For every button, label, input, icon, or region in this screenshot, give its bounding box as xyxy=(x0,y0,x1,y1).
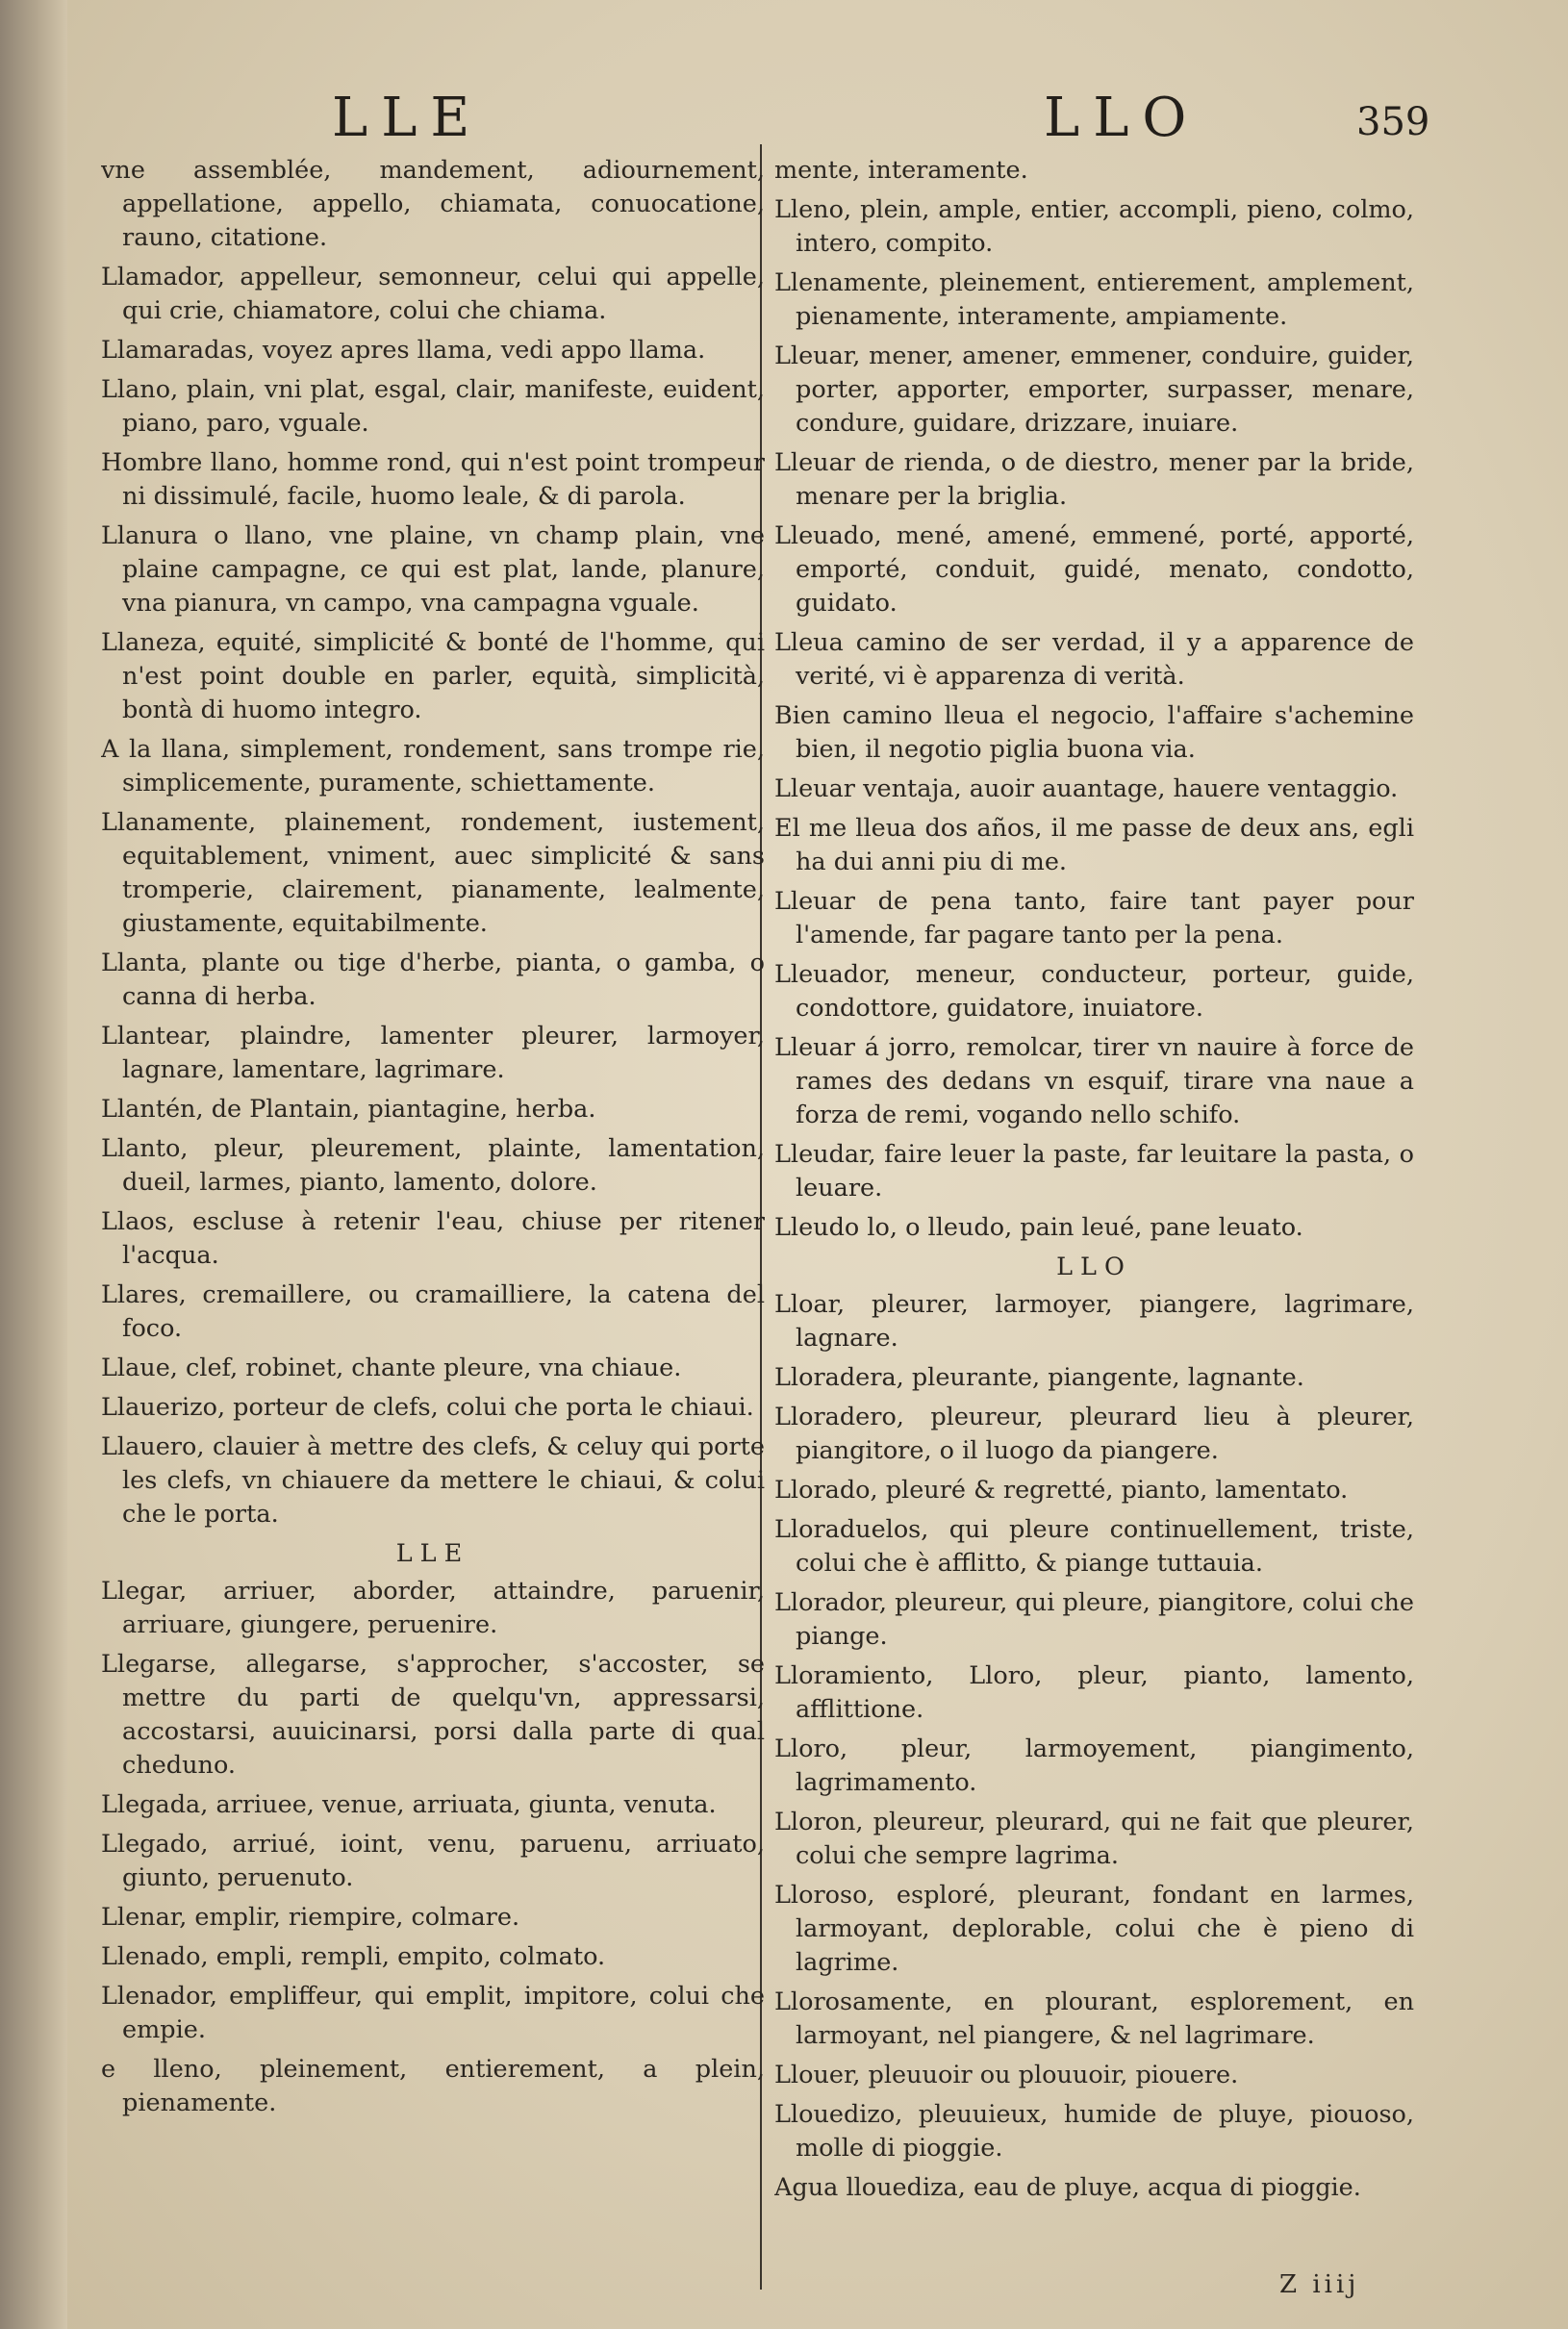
dictionary-entry: Lloradero, pleureur, pleurard lieu à pleurer, piangitore, o il luogo da piangere. xyxy=(774,1403,1414,1465)
running-head-left: LLE xyxy=(332,87,484,149)
dictionary-entry: Lleuar de rienda, o de diestro, mener par la bride, menare per la briglia. xyxy=(774,448,1414,511)
right-column xyxy=(774,154,1414,2299)
dictionary-entry: Llamador, appelleur, semonneur, celui qui appelle, qui crie, chiamatore, colui che chiama. xyxy=(101,263,765,325)
left-section-head: LLE xyxy=(395,1539,470,1568)
dictionary-entry: Llanamente, plainement, rondement, iustement, equitablement, vniment, auec simplicité & sans tromperie, clairement, pianamente, lealmente, giustamente, equitabilmente. xyxy=(101,808,765,938)
dictionary-entry: Llenado, empli, rempli, empito, colmato. xyxy=(101,1942,606,1971)
dictionary-entry: Lleuado, mené, amené, emmené, porté, apporté, emporté, conduit, guidé, menato, condotto, guidato. xyxy=(774,521,1414,618)
right-entries-2 xyxy=(774,1288,1414,2205)
dictionary-entry: Llorador, pleureur, qui pleure, piangitore, colui che piange. xyxy=(774,1588,1414,1651)
dictionary-entry: El me lleua dos años, il me passe de deux ans, egli ha dui anni piu di me. xyxy=(774,814,1414,876)
dictionary-entry: mente, interamente. xyxy=(774,156,1028,185)
dictionary-entry: e lleno, pleinement, entierement, a plein, pienamente. xyxy=(101,2055,765,2117)
dictionary-entry: Lleuar á jorro, remolcar, tirer vn nauire à force de rames des dedans vn esquif, tirare vna naue a forza de remi, vogando nello schifo. xyxy=(774,1033,1414,1129)
dictionary-entry: Lleno, plein, ample, entier, accompli, pieno, colmo, intero, compito. xyxy=(774,195,1414,258)
dictionary-entry: Llouer, pleuuoir ou plouuoir, piouere. xyxy=(774,2061,1239,2089)
dictionary-entry: Lleuador, meneur, conducteur, porteur, guide, condottore, guidatore, inuiatore. xyxy=(774,960,1414,1023)
dictionary-entry: Llaneza, equité, simplicité & bonté de l'homme, qui n'est point double en parler, equità, simplicità, bontà di huomo integro. xyxy=(101,628,765,724)
dictionary-entry: Llanta, plante ou tige d'herbe, pianta, o gamba, o canna di herba. xyxy=(101,949,765,1011)
left-entries-2 xyxy=(101,1575,765,2120)
dictionary-entry: Lloramiento, Lloro, pleur, pianto, lamento, afflittione. xyxy=(774,1661,1414,1724)
dictionary-entry: Llegar, arriuer, aborder, attaindre, paruenir, arriuare, giungere, peruenire. xyxy=(101,1577,765,1639)
dictionary-entry: Llauerizo, porteur de clefs, colui che porta le chiaui. xyxy=(101,1393,754,1422)
dictionary-entry: Lleuar ventaja, auoir auantage, hauere ventaggio. xyxy=(774,774,1399,803)
dictionary-entry: Llegado, arriué, ioint, venu, paruenu, arriuato, giunto, peruenuto. xyxy=(101,1830,765,1892)
dictionary-entry: A la llana, simplement, rondement, sans trompe rie, simplicemente, puramente, schiettamente. xyxy=(101,735,765,797)
dictionary-entry: Lloar, pleurer, larmoyer, piangere, lagrimare, lagnare. xyxy=(774,1290,1414,1353)
dictionary-entry: vne assemblée, mandement, adiournement, appellatione, appello, chiamata, conuocatione, rauno, citatione. xyxy=(101,156,765,252)
dictionary-entry: Llantén, de Plantain, piantagine, herba. xyxy=(101,1095,596,1124)
signature-mark: Z iiij xyxy=(1279,2270,1360,2299)
dictionary-entry: Lleudo lo, o lleudo, pain leué, pane leuato. xyxy=(774,1213,1303,1242)
dictionary-entry: Lloradera, pleurante, piangente, lagnante. xyxy=(774,1363,1304,1392)
dictionary-entry: Llano, plain, vni plat, esgal, clair, manifeste, euident, piano, paro, vguale. xyxy=(101,375,765,438)
dictionary-entry: Llaos, escluse à retenir l'eau, chiuse per ritener l'acqua. xyxy=(101,1207,765,1270)
dictionary-entry: Llouedizo, pleuuieux, humide de pluye, piouoso, molle di pioggie. xyxy=(774,2100,1414,2163)
dictionary-entry: Llanto, pleur, pleurement, plainte, lamentation, dueil, larmes, pianto, lamento, dolore. xyxy=(101,1134,765,1197)
running-head-right: LLO xyxy=(1044,87,1201,149)
dictionary-entry: Lloraduelos, qui pleure continuellement, triste, colui che è afflitto, & piange tuttauia. xyxy=(774,1515,1414,1578)
dictionary-entry: Llares, cremaillere, ou cramailliere, la catena del foco. xyxy=(101,1280,765,1343)
dictionary-entry: Llaue, clef, robinet, chante pleure, vna chiaue. xyxy=(101,1354,682,1382)
right-section-head: LLO xyxy=(1056,1253,1132,1281)
left-column xyxy=(101,154,765,2299)
dictionary-entry: Llenador, empliffeur, qui emplit, impitore, colui che empie. xyxy=(101,1982,765,2044)
dictionary-entry: Llenamente, pleinement, entierement, amplement, pienamente, interamente, ampiamente. xyxy=(774,268,1414,331)
dictionary-entry: Lleudar, faire leuer la paste, far leuitare la pasta, o leuare. xyxy=(774,1140,1414,1202)
dictionary-entry: Llorosamente, en plourant, esplorement, en larmoyant, nel piangere, & nel lagrimare. xyxy=(774,1987,1414,2050)
dictionary-entry: Llanura o llano, vne plaine, vn champ plain, vne plaine campagne, ce qui est plat, lande, planure, vna pianura, vn campo, vna campagna vguale. xyxy=(101,521,765,618)
dictionary-entry: Hombre llano, homme rond, qui n'est point trompeur ni dissimulé, facile, huomo leale, & di parola. xyxy=(101,448,765,511)
right-entries xyxy=(774,154,1414,1245)
left-entries xyxy=(101,154,765,1532)
dictionary-entry: Llenar, emplir, riempire, colmare. xyxy=(101,1903,520,1932)
dictionary-entry: Llorado, pleuré & regretté, pianto, lamentato. xyxy=(774,1476,1349,1505)
dictionary-entry: Llegarse, allegarse, s'approcher, s'accoster, se mettre du parti de quelqu'vn, appressarsi, accostarsi, auuicinarsi, porsi dalla parte di qual cheduno. xyxy=(101,1650,765,1780)
dictionary-entry: Agua llouediza, eau de pluye, acqua di pioggie. xyxy=(774,2173,1361,2202)
dictionary-entry: Llantear, plaindre, lamenter pleurer, larmoyer, lagnare, lamentare, lagrimare. xyxy=(101,1022,765,1084)
dictionary-entry: Lloroso, esploré, pleurant, fondant en larmes, larmoyant, deplorable, colui che è pieno di lagrime. xyxy=(774,1881,1414,1977)
dictionary-entry: Lloro, pleur, larmoyement, piangimento, lagrimamento. xyxy=(774,1734,1414,1797)
dictionary-entry: Lleuar de pena tanto, faire tant payer pour l'amende, far pagare tanto per la pena. xyxy=(774,887,1414,949)
dictionary-entry: Llamaradas, voyez apres llama, vedi appo llama. xyxy=(101,336,706,365)
page-number: 359 xyxy=(1356,100,1430,144)
dictionary-entry: Lleua camino de ser verdad, il y a apparence de verité, vi è apparenza di verità. xyxy=(774,628,1414,691)
dictionary-entry: Lleuar, mener, amener, emmener, conduire, guider, porter, apporter, emporter, surpasser, menare, condure, guidare, drizzare, inuiare. xyxy=(774,342,1414,438)
dictionary-entry: Bien camino lleua el negocio, l'affaire s'achemine bien, il negotio piglia buona via. xyxy=(774,701,1414,764)
dictionary-entry: Llegada, arriuee, venue, arriuata, giunta, venuta. xyxy=(101,1790,717,1819)
dictionary-entry: Lloron, pleureur, pleurard, qui ne fait que pleurer, colui che sempre lagrima. xyxy=(774,1808,1414,1870)
dictionary-entry: Llauero, clauier à mettre des clefs, & celuy qui porte les clefs, vn chiauere da mettere le chiaui, & colui che le porta. xyxy=(101,1432,765,1529)
book-binding xyxy=(0,0,67,2329)
